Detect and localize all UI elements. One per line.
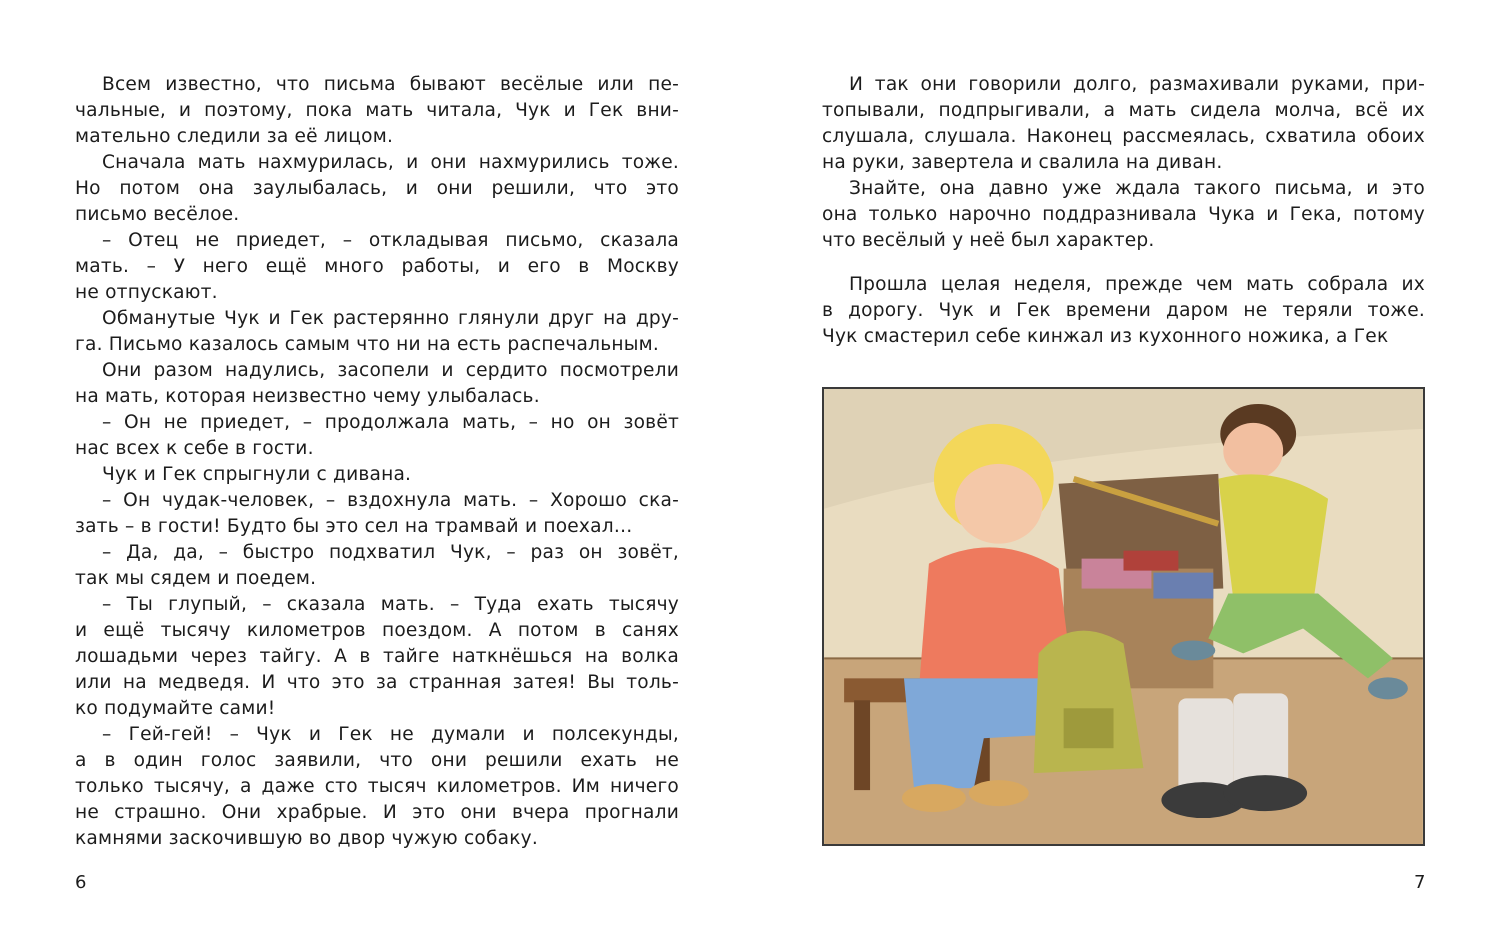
paragraph — [75, 150, 679, 228]
text-line: Чук смастерил себе кинжал из кухонного ножика, а Гек — [822, 326, 1389, 347]
right-text-block-a — [822, 72, 1425, 254]
text-line: Они разом надулись, засопели и сердито посмотрели — [102, 360, 679, 381]
paragraph — [75, 592, 679, 722]
illustration-drawing — [824, 389, 1423, 844]
slipper — [902, 784, 966, 812]
text-line: лошадьми через тайгу. А в тайге наткнёшься на волка — [75, 646, 679, 667]
paragraph-gap — [822, 254, 1425, 272]
right-page-number: 7 — [1414, 872, 1426, 893]
dark-boy-face — [1223, 423, 1283, 479]
text-line: Знайте, она давно уже ждала такого письма, и это — [849, 178, 1425, 199]
text-line: нас всех к себе в гости. — [75, 438, 314, 459]
book-red — [1124, 551, 1179, 571]
paragraph — [75, 462, 679, 488]
left-page-text — [75, 72, 679, 852]
left-page-number: 6 — [75, 872, 87, 893]
illustration — [822, 387, 1425, 846]
text-line: Обманутые Чук и Гек растерянно глянули друг на дру- — [102, 308, 679, 329]
text-line: что весёлый у неё был характер. — [822, 230, 1155, 251]
paragraph — [75, 488, 679, 540]
paragraph — [822, 176, 1425, 254]
text-line: – Ты глупый, – сказала мать. – Туда ехать тысячу — [102, 594, 679, 615]
text-line: зать – в гости! Будто бы это сел на трамвай и поехал… — [75, 516, 633, 537]
text-line: – Он не приедет, – продолжала мать, – но он зовёт — [102, 412, 679, 433]
text-line: а в один голос заявили, что они решили ехать не — [75, 750, 679, 771]
right-text-block-b — [822, 272, 1425, 350]
text-line: Сначала мать нахмурилась, и они нахмурились тоже. — [102, 152, 679, 173]
paragraph — [822, 272, 1425, 350]
felt-boot — [1178, 698, 1233, 793]
text-line: Но потом она заулыбалась, и они решили, что это — [75, 178, 679, 199]
text-line: письмо весёлое. — [75, 204, 240, 225]
text-line: в дорогу. Чук и Гек времени даром не теряли тоже. — [822, 300, 1425, 321]
plaid-shirt — [1218, 474, 1328, 603]
text-line: Прошла целая неделя, прежде чем мать собрала их — [849, 274, 1425, 295]
text-line: ко подумайте сами! — [75, 698, 276, 719]
text-line: на руки, завертела и свалила на диван. — [822, 152, 1223, 173]
text-line: га. Письмо казалось самым что ни на есть распечальным. — [75, 334, 659, 355]
slipper — [969, 780, 1029, 806]
text-line: Чук и Гек спрыгнули с дивана. — [102, 464, 412, 485]
text-line: и ещё тысячу километров поездом. А потом в санях — [75, 620, 679, 641]
text-line: – Гей-гей! – Чук и Гек не думали и полсекунды, — [102, 724, 679, 745]
paragraph — [75, 306, 679, 358]
stool-leg — [854, 700, 870, 790]
text-line: не страшно. Они храбрые. И это они вчера прогнали — [75, 802, 679, 823]
text-line: Всем известно, что письма бывают весёлые или пе- — [102, 74, 679, 95]
text-line: И так они говорили долго, размахивали руками, при- — [849, 74, 1425, 95]
text-line: – Да, да, – быстро подхватил Чук, – раз он зовёт, — [102, 542, 679, 563]
paragraph — [822, 72, 1425, 176]
text-line: так мы сядем и поедем. — [75, 568, 317, 589]
backpack-pocket — [1064, 708, 1114, 748]
paragraph — [75, 410, 679, 462]
text-line: камнями заскочившую во двор чужую собаку. — [75, 828, 538, 849]
text-line: не отпускают. — [75, 282, 218, 303]
right-page-text — [822, 72, 1425, 350]
paragraph — [75, 72, 679, 150]
text-line: топывали, подпрыгивали, а мать сидела молча, всё их — [822, 100, 1425, 121]
paragraph — [75, 540, 679, 592]
slipper — [1368, 677, 1408, 699]
slipper — [1171, 640, 1215, 660]
cloth-blue — [1153, 573, 1213, 599]
text-line: только тысячу, а даже сто тысяч километров. Им ничего — [75, 776, 679, 797]
galosh — [1223, 775, 1307, 811]
felt-boot — [1233, 693, 1288, 788]
blond-boy-face — [955, 464, 1043, 544]
paragraph — [75, 722, 679, 852]
text-line: чальные, и поэтому, пока мать читала, Чук и Гек вни- — [75, 100, 679, 121]
text-line: мать. – У него ещё много работы, и его в Москву — [75, 256, 679, 277]
text-line: на мать, которая неизвестно чему улыбалась. — [75, 386, 540, 407]
paragraph — [75, 228, 679, 306]
text-line: она только нарочно поддразнивала Чука и Гека, потому — [822, 204, 1425, 225]
text-line: мательно следили за её лицом. — [75, 126, 394, 147]
text-line: – Отец не приедет, – откладывая письмо, сказала — [102, 230, 679, 251]
text-line: или на медведя. И что это за странная затея! Вы толь- — [75, 672, 679, 693]
text-line: слушала, слушала. Наконец рассмеялась, схватила обоих — [822, 126, 1425, 147]
text-line: – Он чудак-человек, – вздохнула мать. – Хорошо ска- — [102, 490, 679, 511]
paragraph — [75, 358, 679, 410]
